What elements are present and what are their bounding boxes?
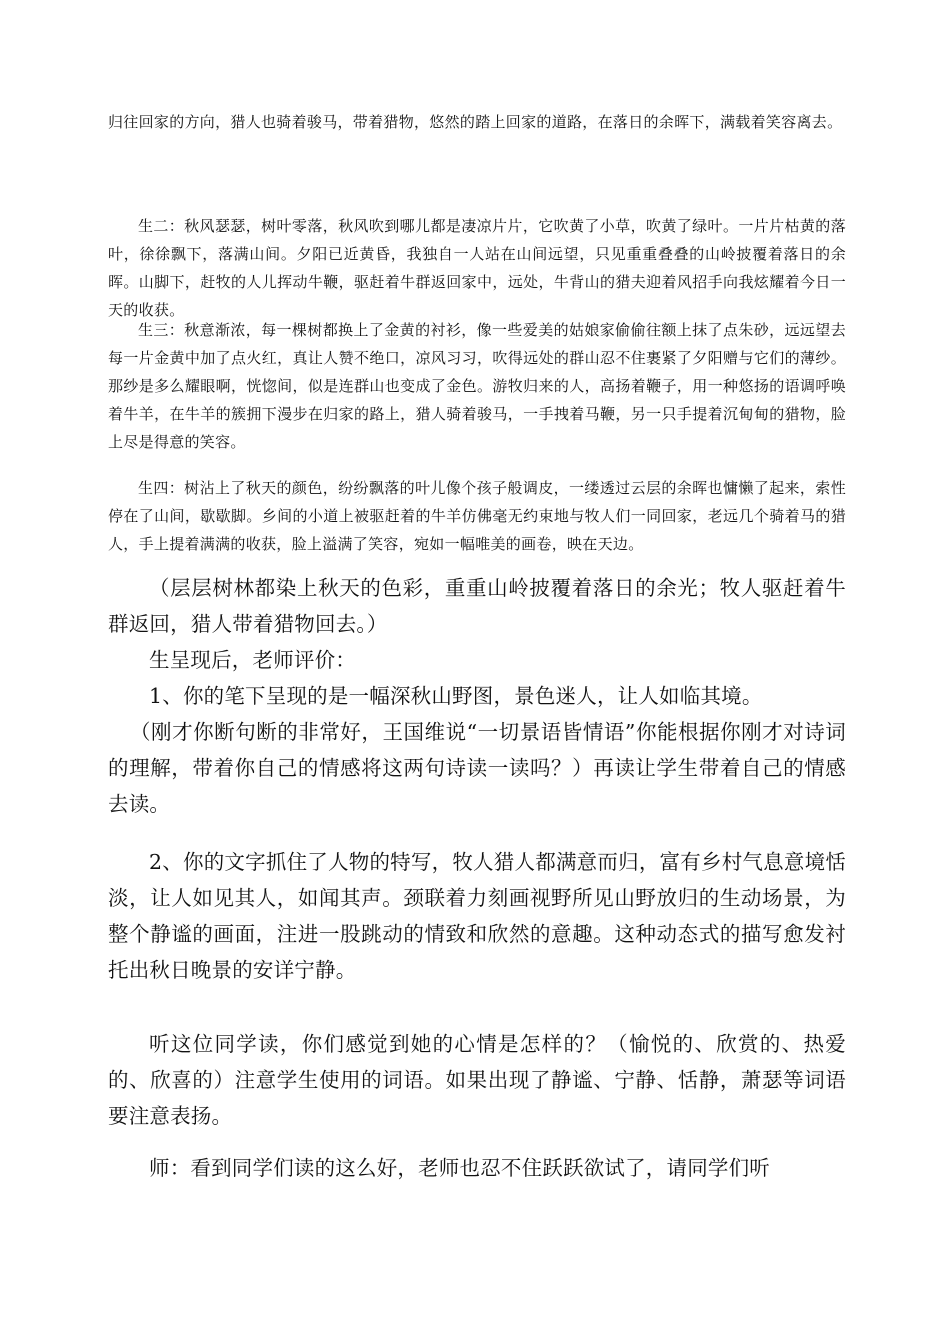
paragraph-teacher-evaluation: 生呈现后，老师评价： xyxy=(149,648,356,672)
paragraph-comment-one: 1、你的笔下呈现的是一幅深秋山野图，景色迷人，让人如临其境。 xyxy=(149,684,763,708)
paragraph-teacher-reading: 师：看到同学们读的这么好，老师也忍不住跃跃欲试了，请同学们听 xyxy=(149,1156,770,1180)
paragraph-comment-one-note: （刚才你断句断的非常好，王国维说“一切景语皆情语”你能根据你刚才对诗词的理解，带着你自己的情感将这两句诗读一读吗？）再读让学生带着自己的情感去读。 xyxy=(108,720,846,816)
paragraph-student-four: 生四：树沾上了秋天的颜色，纷纷飘落的叶儿像个孩子般调皮，一缕透过云层的余晖也慵懒了起来，索性停在了山间，歇歇脚。乡间的小道上被驱赶着的牛羊仿佛毫无约束地与牧人们一同回家，老远几个骑着马的猎人，手上提着满满的收获，脸上溢满了笑容，宛如一幅唯美的画卷，映在天边。 xyxy=(108,479,846,553)
paragraph-summary: （层层树林都染上秋天的色彩，重重山岭披覆着落日的余光；牧人驱赶着牛群返回，猎人带着猎物回去。） xyxy=(108,576,846,636)
paragraph-continuation: 归往回家的方向，猎人也骑着骏马，带着猎物，悠然的踏上回家的道路，在落日的余晖下，满载着笑容离去。 xyxy=(108,113,843,131)
paragraph-reading-question: 听这位同学读，你们感觉到她的心情是怎样的？（愉悦的、欣赏的、热爱的、欣喜的）注意学生使用的词语。如果出现了静谧、宁静、恬静，萧瑟等词语要注意表扬。 xyxy=(108,1032,846,1128)
paragraph-student-three: 生三：秋意渐浓，每一棵树都换上了金黄的衬衫，像一些爱美的姑娘家偷偷往额上抹了点朱砂，远远望去每一片金黄中加了点火红，真让人赞不绝口，凉风习习，吹得远处的群山忍不住裹紧了夕阳赠与它们的薄纱。那纱是多么耀眼啊，恍惚间，似是连群山也变成了金色。游牧归来的人，高扬着鞭子，用一种悠扬的语调呼唤着牛羊，在牛羊的簇拥下漫步在归家的路上，猎人骑着骏马，一手拽着马鞭，另一只手提着沉甸甸的猎物，脸上尽是得意的笑容。 xyxy=(108,321,846,451)
paragraph-comment-two: 2、你的文字抓住了人物的特写，牧人猎人都满意而归，富有乡村气息意境恬淡，让人如见其人，如闻其声。颈联着力刻画视野所见山野放归的生动场景，为整个静谧的画面，注进一股跳动的情致和欣然的意趣。这种动态式的描写愈发衬托出秋日晚景的安详宁静。 xyxy=(108,850,846,982)
paragraph-student-two: 生二：秋风瑟瑟，树叶零落，秋风吹到哪儿都是凄凉片片，它吹黄了小草，吹黄了绿叶。一片片枯黄的落叶，徐徐飘下，落满山间。夕阳已近黄昏，我独自一人站在山间远望，只见重重叠叠的山岭披覆着落日的余晖。山脚下，赶牧的人儿挥动牛鞭，驱赶着牛群返回家中，远处，牛背山的猎夫迎着风招手向我炫耀着今日一天的收获。 xyxy=(108,217,846,319)
